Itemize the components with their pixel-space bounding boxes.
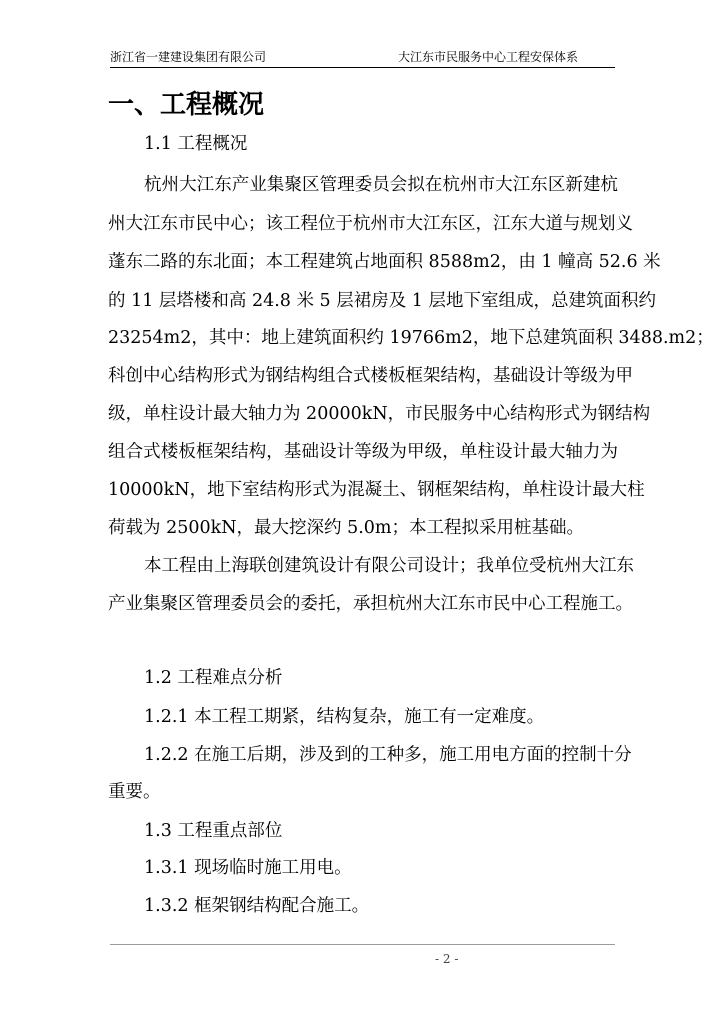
paragraph-1-line: 杭州大江东产业集聚区管理委员会拟在杭州市大江东区新建杭 [144,175,618,195]
item-1-2-2-line: 1.2.2 在施工后期，涉及到的工种多，施工用电方面的控制十分 [144,745,632,765]
paragraph-1-line: 级，单柱设计最大轴力为 20000kN，市民服务中心结构形式为钢结构 [108,404,651,424]
paragraph-2-line: 本工程由上海联创建筑设计有限公司设计；我单位受杭州大江东 [144,556,634,576]
item-1-3-1: 1.3.1 现场临时施工用电。 [144,858,352,878]
footer-rule [110,944,615,945]
header-rule [110,67,615,68]
paragraph-1-line: 荷载为 2500kN，最大挖深约 5.0m；本工程拟采用桩基础。 [108,518,585,538]
section-heading: 一、工程概况 [108,90,265,120]
item-1-2-2-line: 重要。 [108,782,161,802]
paragraph-1-line: 州大江东市民中心；该工程位于杭州市大江东区，江东大道与规划义 [108,214,633,234]
header-doc-title: 大江东市民服务中心工程安保体系 [398,50,579,64]
item-1-3-2: 1.3.2 框架钢结构配合施工。 [144,896,370,916]
header-company: 浙江省一建建设集团有限公司 [110,50,267,64]
paragraph-1-line: 蓬东二路的东北面；本工程建筑占地面积 8588m2，由 1 幢高 52.6 米 [108,252,661,272]
paragraph-1-line: 23254m2，其中：地上建筑面积约 19766m2，地下总建筑面积 3488.m2； [108,328,714,348]
paragraph-1-line: 的 11 层塔楼和高 24.8 米 5 层裙房及 1 层地下室组成，总建筑面积约 [108,291,657,311]
paragraph-2-line: 产业集聚区管理委员会的委托，承担杭州大江东市民中心工程施工。 [108,594,633,614]
subsection-1-1-title: 1.1 工程概况 [144,134,248,154]
paragraph-1-line: 10000kN，地下室结构形式为混凝土、钢框架结构，单柱设计最大柱 [108,480,645,500]
paragraph-1-line: 科创中心结构形式为钢结构组合式楼板框架结构，基础设计等级为甲 [108,366,633,386]
page-number: - 2 - [435,952,459,966]
subsection-1-2-title: 1.2 工程难点分析 [144,668,283,688]
paragraph-1-line: 组合式楼板框架结构，基础设计等级为甲级，单柱设计最大轴力为 [108,442,618,462]
subsection-1-3-title: 1.3 工程重点部位 [144,821,283,841]
item-1-2-1: 1.2.1 本工程工期紧，结构复杂，施工有一定难度。 [144,707,545,727]
